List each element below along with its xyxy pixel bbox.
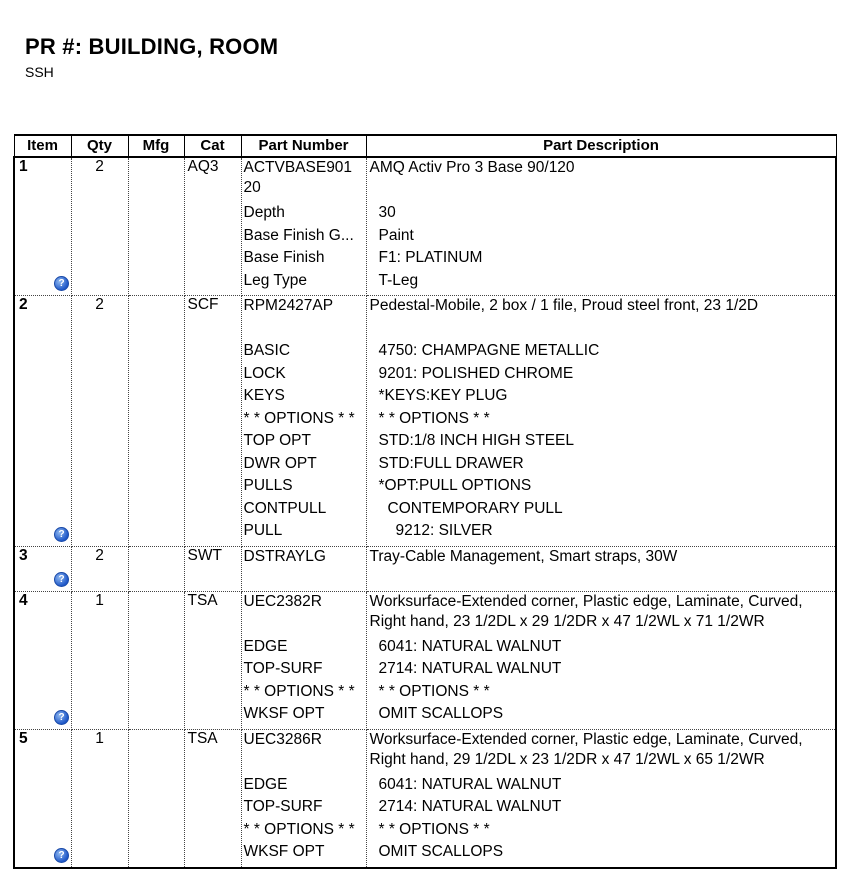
mfg-cell [128, 546, 184, 591]
part-description: Worksurface-Extended corner, Plastic edge, Laminate, Curved, Right hand, 29 1/2DL x 23 1/2DR x 47 1/2WL x 65 1/2WR [369, 730, 803, 768]
option-name: * * OPTIONS * * [243, 682, 355, 700]
option-value: * * OPTIONS * * [378, 682, 490, 700]
mfg-cell [128, 157, 184, 296]
qty-cell: 2 [71, 296, 128, 547]
option-value: 9201: POLISHED CHROME [378, 364, 574, 382]
option-name: TOP-SURF [243, 798, 323, 815]
option-name: * * OPTIONS * * [243, 409, 355, 427]
part-number-cell [241, 729, 366, 868]
part-description-cell [366, 546, 836, 591]
option-value: STD:1/8 INCH HIGH STEEL [378, 432, 575, 449]
parts-table-body [14, 157, 836, 868]
option-value: 2714: NATURAL WALNUT [378, 798, 562, 815]
cat-cell: AQ3 [184, 157, 241, 296]
column-header-mfg: Mfg [128, 135, 184, 157]
help-icon[interactable]: ? [54, 572, 69, 587]
option-value: 4750: CHAMPAGNE METALLIC [378, 342, 600, 359]
part-number-line: DSTRAYLG [243, 547, 326, 565]
part-description-cell [366, 591, 836, 729]
item-number-cell: 5 ? [14, 729, 71, 868]
option-name: BASIC [243, 342, 291, 359]
table-row [14, 296, 836, 547]
table-row [14, 546, 836, 591]
cat-cell: TSA [184, 591, 241, 729]
option-name: TOP-SURF [243, 660, 323, 677]
item-number-cell: 1 ? [14, 157, 71, 296]
option-name: PULL [243, 522, 283, 539]
option-name: DWR OPT [243, 454, 317, 472]
option-value: CONTEMPORARY PULL [387, 499, 563, 517]
help-icon[interactable]: ? [54, 276, 69, 291]
option-name: WKSF OPT [243, 705, 325, 722]
option-value: 2714: NATURAL WALNUT [378, 660, 562, 677]
part-number-block [244, 547, 366, 570]
column-header-part-number: Part Number [241, 135, 366, 157]
part-number-cell [241, 157, 366, 296]
option-name: Depth [243, 204, 285, 221]
part-number-line: RPM2427AP [243, 297, 334, 314]
part-description: Worksurface-Extended corner, Plastic edge, Laminate, Curved, Right hand, 23 1/2DL x 29 1/2DR x 47 1/2WL x 71 1/2WR [369, 592, 803, 630]
option-value: 6041: NATURAL WALNUT [378, 775, 562, 793]
item-number-cell: 2 ? [14, 296, 71, 547]
option-name: EDGE [243, 637, 288, 655]
option-name: LOCK [243, 364, 286, 382]
option-value: OMIT SCALLOPS [378, 705, 504, 722]
option-value: 30 [378, 204, 396, 221]
item-number-cell: 3 ? [14, 546, 71, 591]
qty-cell: 1 [71, 591, 128, 729]
page-subtitle: SSH [25, 64, 54, 80]
option-name: * * OPTIONS * * [243, 820, 355, 838]
part-number-block [244, 158, 366, 202]
table-row [14, 729, 836, 868]
mfg-cell [128, 591, 184, 729]
help-icon[interactable]: ? [54, 527, 69, 542]
part-description: Tray-Cable Management, Smart straps, 30W [369, 547, 678, 565]
option-value: * * OPTIONS * * [378, 820, 490, 838]
option-value: F1: PLATINUM [378, 249, 483, 266]
part-number-line: 20 [243, 179, 261, 196]
option-value: 6041: NATURAL WALNUT [378, 637, 562, 655]
part-description: AMQ Activ Pro 3 Base 90/120 [369, 159, 575, 176]
part-number-cell [241, 296, 366, 547]
item-number-cell: 4 ? [14, 591, 71, 729]
option-name: TOP OPT [243, 432, 311, 449]
column-header-cat: Cat [184, 135, 241, 157]
part-number-line: UEC3286R [243, 730, 322, 748]
part-number-cell [241, 546, 366, 591]
part-number-line: ACTVBASE901 [243, 159, 353, 176]
option-name: Leg Type [243, 271, 307, 289]
help-icon[interactable]: ? [54, 710, 69, 725]
part-number-block [244, 296, 366, 340]
qty-cell: 2 [71, 546, 128, 591]
cat-cell: TSA [184, 729, 241, 868]
option-value: T-Leg [378, 271, 419, 289]
option-value: STD:FULL DRAWER [378, 454, 524, 472]
qty-cell: 2 [71, 157, 128, 296]
cat-cell: SCF [184, 296, 241, 547]
option-name: PULLS [243, 477, 293, 494]
option-name: Base Finish [243, 249, 325, 266]
option-value: *OPT:PULL OPTIONS [378, 477, 532, 494]
table-row [14, 157, 836, 296]
part-number-block [244, 592, 366, 636]
column-header-part-description: Part Description [366, 135, 836, 157]
parts-table [13, 134, 837, 869]
option-value: Paint [378, 226, 414, 244]
option-name: KEYS [243, 387, 285, 404]
mfg-cell [128, 729, 184, 868]
option-name: Base Finish G... [243, 226, 354, 244]
part-description-cell [366, 157, 836, 296]
part-number-block [244, 730, 366, 774]
part-description: Pedestal-Mobile, 2 box / 1 file, Proud steel front, 23 1/2D [369, 297, 759, 314]
option-value: OMIT SCALLOPS [378, 843, 504, 860]
part-description-cell [366, 296, 836, 547]
qty-cell: 1 [71, 729, 128, 868]
column-header-qty: Qty [71, 135, 128, 157]
part-number-cell [241, 591, 366, 729]
option-name: EDGE [243, 775, 288, 793]
column-header-item: Item [14, 135, 71, 157]
option-value: * * OPTIONS * * [378, 409, 490, 427]
option-name: CONTPULL [243, 499, 327, 517]
help-icon[interactable]: ? [54, 848, 69, 863]
option-name: WKSF OPT [243, 843, 325, 860]
mfg-cell [128, 296, 184, 547]
table-row [14, 591, 836, 729]
part-number-line: UEC2382R [243, 592, 322, 610]
page-title: PR #: BUILDING, ROOM [25, 34, 279, 59]
part-description-cell [366, 729, 836, 868]
option-value: 9212: SILVER [395, 522, 493, 539]
cat-cell: SWT [184, 546, 241, 591]
option-value: *KEYS:KEY PLUG [378, 387, 508, 404]
